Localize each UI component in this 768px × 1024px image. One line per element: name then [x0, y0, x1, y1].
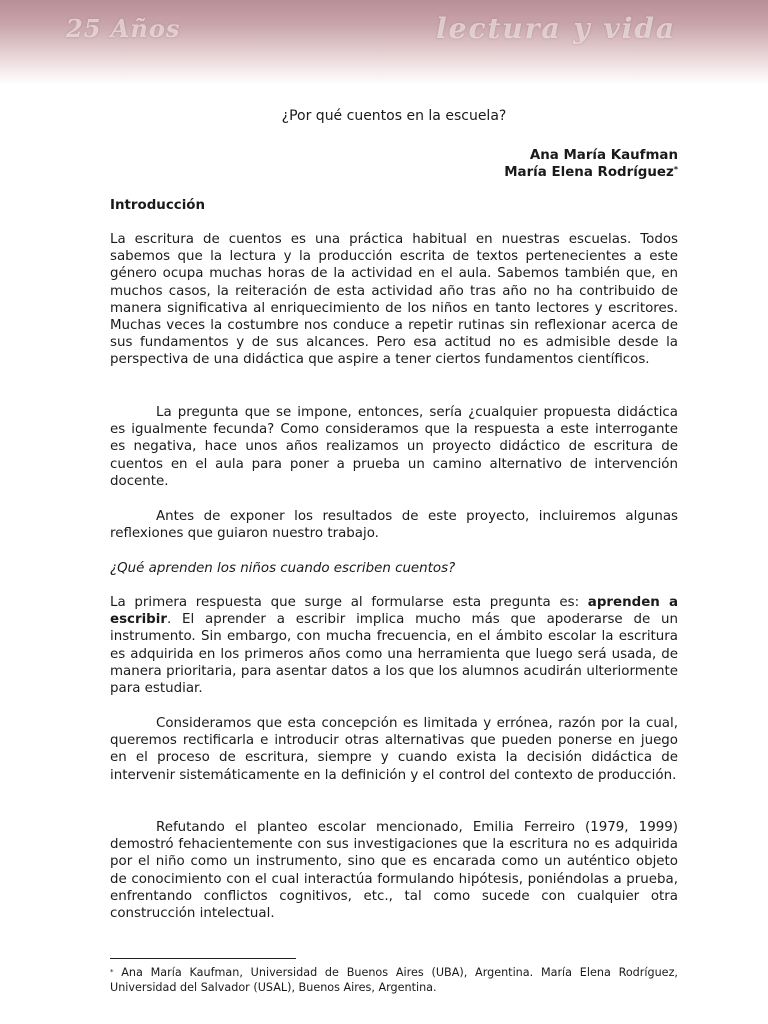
section-subheading: ¿Qué aprenden los niños cuando escriben cuentos? — [110, 561, 456, 576]
paragraph: La escritura de cuentos es una práctica habitual en nuestras escuelas. Todos sabemos que la lectura y la producción escrita de textos pertenecientes a este género ocupa muchas horas de la actividad en el aula. Sabemos también que, en muchos casos, la reiteración de esta actividad año tras año no ha contribuido de manera significativa al enriquecimiento de los niños en tanto lectores y escritores. Muchas veces la costumbre nos conduce a repetir rutinas sin reflexionar acerca de sus fundamentos y de sus alcances. Pero esa actitud no es admisible desde la perspectiva de una didáctica que aspire a tener ciertos fundamentos científicos. — [110, 232, 678, 368]
authors-block — [504, 147, 678, 181]
footnote: * Ana María Kaufman, Universidad de Buenos Aires (UBA), Argentina. María Elena Rodríguez, Universidad del Salvador (USAL), Buenos Aires, Argentina. — [110, 966, 678, 994]
footnote-divider — [110, 958, 296, 959]
paragraph: Refutando el planteo escolar mencionado, Emilia Ferreiro (1979, 1999) demostró fehacientemente con sus investigaciones que la escritura no es adquirida por el niño como un instrumento, sino que es encarada como un auténtico objeto de conocimiento con el cual interactúa formulando hipótesis, poniéndolas a prueba, enfrentando conflictos cognitivos, etc., tal como sucede con cualquier otra construcción intelectual. — [110, 820, 678, 922]
emphasis-text: aprenden a escribir — [110, 595, 678, 628]
banner-journal-text: lectura y vida — [436, 12, 677, 45]
paragraph: La pregunta que se impone, entonces, sería ¿cualquier propuesta didáctica es igualmente fecunda? Como consideramos que la respuesta a este interrogante es negativa, hace unos años realizamos un proyecto didáctico de escritura de cuentos en el aula para poner a prueba un camino alternativo de intervención docente. — [110, 405, 678, 489]
author-name: Ana María Kaufman — [529, 148, 678, 163]
paragraph: La primera respuesta que surge al formularse esta pregunta es: aprenden a escribir. El aprender a escribir implica mucho más que apoderarse de un instrumento. Sin embargo, con mucha frecuencia, en el ámbito escolar la escritura es adquirida en los primeros años como una herramienta que luego será usada, de manera prioritaria, para asentar datos a los que los alumnos acudirán ulteriormente para estudiar. — [110, 595, 678, 697]
footnote-marker: * — [110, 968, 114, 976]
banner-anniversary-text: 25 Años — [66, 14, 181, 43]
document-title: ¿Por qué cuentos en la escuela? — [281, 108, 507, 124]
paragraph: Antes de exponer los resultados de este proyecto, incluiremos algunas reflexiones que guiaron nuestro trabajo. — [110, 509, 678, 542]
section-heading-introduction: Introducción — [110, 198, 206, 213]
paragraph: Consideramos que esta concepción es limitada y errónea, razón por la cual, queremos rectificarla e introducir otras alternativas que pueden ponerse en juego en el proceso de escritura, siempre y cuando exista la decisión didáctica de intervenir sistemáticamente en la definición y el control del contexto de producción. — [110, 716, 678, 783]
header-banner — [0, 0, 768, 85]
author-name: María Elena Rodríguez* — [504, 165, 678, 180]
footnote-marker: * — [673, 165, 678, 174]
